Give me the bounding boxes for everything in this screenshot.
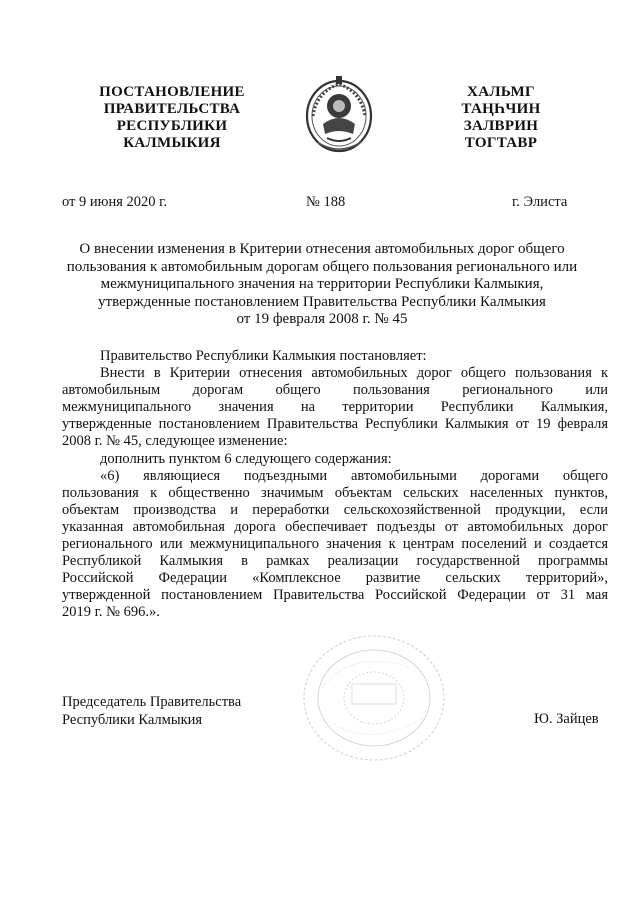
header-left-line-3: РЕСПУБЛИКИ [116,118,228,134]
document-title [62,241,582,329]
body-paragraph-supplement: дополнить пунктом 6 следующего содержания: [100,450,392,467]
header-left-line-1: ПОСТАНОВЛЕНИЕ [99,84,245,100]
signer-position [62,694,241,729]
header-right-title [446,84,556,152]
header-right-line-1: ХАЛЬМГ [467,84,535,100]
signer-name: Ю. Зайцев [534,711,599,727]
body-p4-line-4: указанная автомобильная дорога обеспечивает подъезды от автомобильных дорог [62,518,608,535]
body-p2-line-5: 2008 г. № 45, следующее изменение: [62,433,288,450]
body-p4-line-3: объектам производства и переработки сельскохозяйственной продукции, если [62,501,608,518]
document-date: от 9 июня 2020 г. [62,194,168,210]
signer-position-line-2: Республики Калмыкия [62,711,203,728]
coat-of-arms-icon [303,72,375,154]
body-p4-line-6: Республикой Калмыкия в рамках реализации государственной программы [62,553,608,570]
signer-position-line-1: Председатель Правительства [62,694,242,710]
body-p2-line-4: утвержденные постановлением Правительства Республики Калмыкия от 19 февраля [62,416,608,433]
title-line-3: межмуниципального значения на территории Республики Калмыкия, [100,276,544,292]
header-right-line-3: ЗАЛВРИН [463,118,539,134]
title-line-2: пользования к автомобильным дорогам общего пользования регионального или [66,258,578,275]
body-p4-line-9: 2019 г. № 696.». [62,604,160,621]
body-p2-line-3: межмуниципального значения на территории Республики Калмыкия, [62,399,608,416]
document-body [62,348,608,622]
body-p4-line-2: пользования к общественно значимым объектам сельских населенных пунктов, [62,484,608,501]
body-p4-line-1: «6) являющиеся подъездными автомобильными дорогами общего [100,467,608,484]
title-line-4: утвержденные постановлением Правительства Республики Калмыкия [98,293,546,310]
body-paragraph-decree: Правительство Республики Калмыкия постановляет: [100,348,427,364]
header-left-line-4: КАЛМЫКИЯ [123,135,221,151]
document-city: г. Элиста [512,194,568,210]
body-p2-line-2: автомобильным дорогам общего пользования регионального или [62,382,608,399]
body-p4-line-7: Российской Федерации «Комплексное развитие сельских территорий», [62,570,608,587]
header-right-line-2: ТАҢҺЧИН [461,101,541,117]
header-right-line-4: ТОГТАВР [464,135,538,151]
header-left-title [92,84,252,152]
body-p4-line-8: утвержденной постановлением Правительства Российской Федерации от 31 мая [62,587,608,604]
official-seal-stamp-icon [292,628,452,768]
document-number: № 188 [306,194,346,210]
body-p4-line-5: регионального или межмуниципального значения к центрам поселений и создается [62,536,608,553]
header-left-line-2: ПРАВИТЕЛЬСТВА [103,101,241,117]
body-p2-line-1: Внести в Критерии отнесения автомобильных дорог общего пользования к [100,365,608,382]
title-line-1: О внесении изменения в Критерии отнесения автомобильных дорог общего [79,241,565,257]
title-line-5: от 19 февраля 2008 г. № 45 [236,311,408,327]
